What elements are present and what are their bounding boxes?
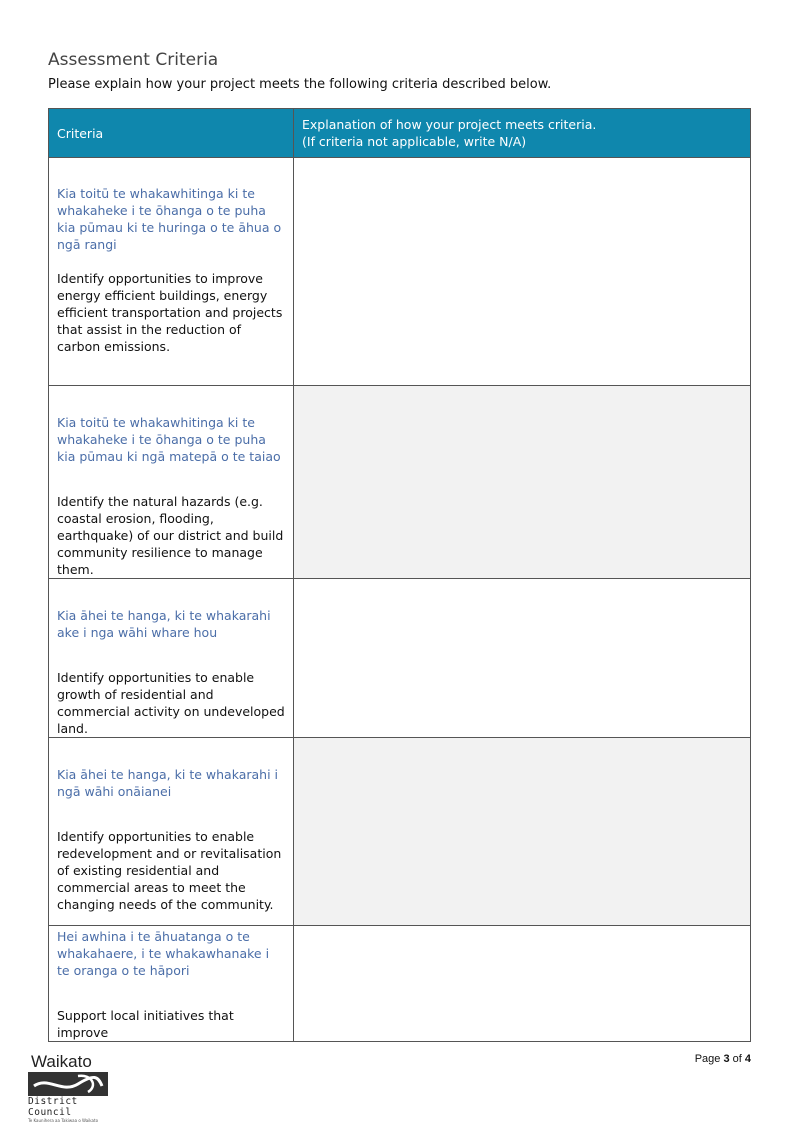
criteria-english: Support local initiatives that improve [57,1008,234,1040]
header-line-2: (If criteria not applicable, write N/A) [302,134,527,149]
criteria-maori: Kia āhei te hanga, ki te whakarahi i ngā wāhi onāianei [57,767,279,799]
current-page: 3 [723,1053,730,1065]
page-of: of [729,1053,745,1065]
explanation-field[interactable] [294,158,751,386]
page-number [695,1053,751,1065]
criteria-maori: Kia āhei te hanga, ki te whakarahi ake i nga wāhi whare hou [57,608,271,640]
header-line-1: Explanation of how your project meets criteria. [302,117,597,132]
explanation-field[interactable] [294,926,751,1042]
criteria-english: Identify opportunities to enable redevelopment and or revitalisation of existing residential and commercial areas to meet the changing needs of the community. [57,829,282,912]
criteria-cell [49,579,294,738]
criteria-english: Identify opportunities to improve energy efficient buildings, energy efficient transportation and projects that assist in the reduction of carbon emissions. [57,271,283,354]
criteria-maori: Kia toitū te whakawhitinga ki te whakaheke i te ōhanga o te puha kia pūmau ki te huringa o te āhua o ngā rangi [57,186,282,252]
criteria-maori: Kia toitū te whakawhitinga ki te whakaheke i te ōhanga o te puha kia pūmau ki ngā matepā o te taiao [57,415,281,464]
explanation-field[interactable] [294,386,751,579]
logo-wave-icon [28,1072,108,1096]
criteria-english: Identify the natural hazards (e.g. coastal erosion, flooding, earthquake) of our district and build community resilience to manage them. [57,494,284,577]
table-row [49,158,751,386]
logo-name: Waikato [31,1052,92,1071]
criteria-english: Identify opportunities to enable growth of residential and commercial activity on undeveloped land. [57,670,285,736]
criteria-cell [49,926,294,1042]
total-pages: 4 [744,1053,751,1065]
logo-subtitle: District Council [28,1096,78,1118]
table-row [49,926,751,1042]
table-row [49,386,751,579]
explanation-field[interactable] [294,579,751,738]
criteria-cell [49,158,294,386]
criteria-table [48,108,751,1042]
header-criteria: Criteria [49,109,294,158]
criteria-cell [49,386,294,579]
criteria-cell [49,738,294,926]
page-title: Assessment Criteria [48,50,219,70]
table-row [49,579,751,738]
waikato-logo [28,1052,110,1123]
table-row [49,738,751,926]
page-prefix: Page [694,1053,724,1065]
intro-text: Please explain how your project meets the following criteria described below. [48,77,552,92]
table-header [49,109,751,158]
header-explanation [294,109,751,158]
logo-tagline: Te Kaunihera aa Takiwaa o Waikato [28,1118,99,1123]
explanation-field[interactable] [294,738,751,926]
criteria-maori: Hei awhina i te āhuatanga o te whakahaere, i te whakawhanake i te oranga o te hāpori [57,929,270,978]
